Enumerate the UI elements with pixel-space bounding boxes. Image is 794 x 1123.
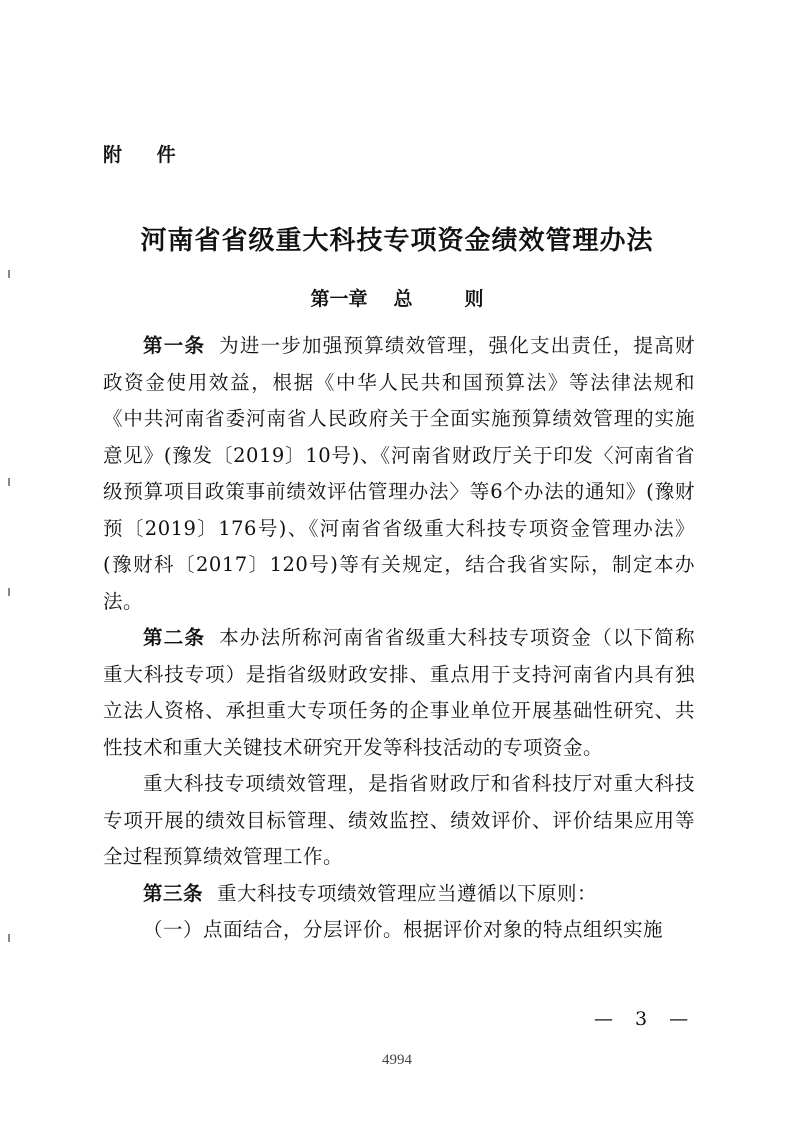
paragraph-text: 重大科技专项绩效管理，是指省财政厅和省科技厅对重大科技专项开展的绩效目标管理、绩效监控、绩效评价、评价结果应用等全过程预算绩效管理工作。 <box>103 772 695 868</box>
scan-edge-mark <box>8 270 10 278</box>
chapter-number: 第一章 <box>310 288 368 310</box>
scan-edge-mark <box>8 478 10 486</box>
scan-edge-mark <box>8 588 10 596</box>
paragraph <box>103 912 695 949</box>
paragraph-text: 重大科技专项绩效管理应当遵循以下原则： <box>217 881 598 905</box>
article-label: 第一条 <box>143 334 206 357</box>
article-label: 第三条 <box>143 881 204 905</box>
paragraph <box>103 876 695 913</box>
paragraph <box>103 620 695 766</box>
chapter-name-a: 总 <box>393 288 413 310</box>
chapter-name-b: 则 <box>464 288 484 310</box>
document-title: 河南省省级重大科技专项资金绩效管理办法 <box>140 226 654 256</box>
paragraph <box>103 328 695 620</box>
attachment-label: 附 件 <box>103 144 190 166</box>
paragraph <box>103 766 695 876</box>
paragraph-text: 本办法所称河南省省级重大科技专项资金（以下简称重大科技专项）是指省级财政安排、重点用于支持河南省内具有独立法人资格、承担重大专项任务的企事业单位开展基础性研究、共性技术和重大关键技术研究开发等科技活动的专项资金。 <box>103 626 695 759</box>
chapter-heading <box>0 284 794 311</box>
scan-edge-mark <box>8 934 10 942</box>
page-number: — 3 — <box>594 1008 697 1030</box>
scan-number: 4994 <box>382 1052 412 1068</box>
article-label: 第二条 <box>143 626 206 649</box>
paragraph-text: （一）点面结合，分层评价。根据评价对象的特点组织实施 <box>143 918 664 941</box>
paragraph-text: 为进一步加强预算绩效管理，强化支出责任，提高财政资金使用效益，根据《中华人民共和国预算法》等法律法规和《中共河南省委河南省人民政府关于全面实施预算绩效管理的实施意见》(豫发〔2019〕10号)、《河南省财政厅关于印发〈河南省省级预算项目政策事前绩效评估管理办法〉等6个办法的通知》(豫财预〔2019〕176号)、《河南省省级重大科技专项资金管理办法》(豫财科〔2017〕120号)等有关规定，结合我省实际，制定本办法。 <box>103 334 695 613</box>
document-body <box>103 328 695 949</box>
